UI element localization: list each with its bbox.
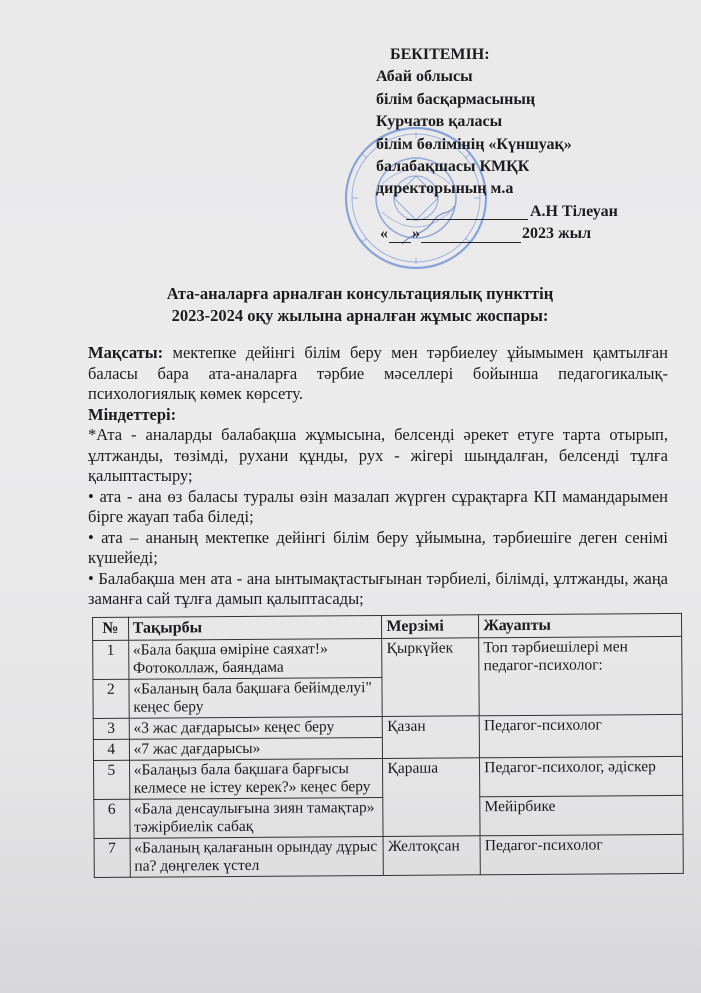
tasks-label: Міндеттері:: [88, 404, 177, 424]
approval-line: Абай облысы: [376, 68, 473, 86]
row-number: 1: [93, 640, 129, 679]
table-row: [93, 636, 682, 679]
goal-text: мектепке дейінгі білім беру мен тәрбиелеу ұйымымен қамтылған баласы бара ата-аналарға тәрбие мәселлері бойынша педагогикалық-психологиялық көмек көрсету.: [88, 343, 668, 403]
task-item: *Ата - аналарды балабақша жұмысына, белсенді әрекет етуге тарта отырып, ұлтжанды, төзімді, рухани құнды, рух - жігері шыңдалған, белсенді тұлға қалыптастыру;: [88, 425, 668, 485]
row-period: Қазан: [383, 716, 480, 759]
date-month-blank: [421, 230, 521, 243]
date-row: [380, 223, 676, 245]
date-mid-quote: »: [412, 225, 420, 243]
signature-row: [376, 201, 676, 223]
date-year: 2023 жыл: [522, 225, 592, 243]
row-number: 6: [94, 799, 130, 838]
title-line-1: Ата-аналарға арналған консультациялық пункттің: [166, 284, 554, 303]
row-responsible: Педагог-психолог: [480, 834, 683, 874]
document-body: [88, 343, 668, 610]
approval-line: балабақшасы КМҚК: [376, 158, 530, 176]
task-item: • ата – ананың мектепке дейінгі білім беру ұйымына, тәрбиешіге деген сенімі күшейеді;: [88, 527, 668, 567]
table-row: [94, 756, 683, 799]
table-row: [94, 834, 683, 877]
row-number: 2: [93, 679, 129, 718]
row-period: Желтоқсан: [383, 836, 480, 876]
row-period: Қыркүйек: [382, 638, 479, 717]
signatory-name: А.Н Тілеуан: [530, 202, 618, 220]
date-day-blank: [389, 230, 411, 243]
header-period: Мерзімі: [382, 615, 479, 639]
row-number: 3: [93, 718, 129, 739]
document-title: [60, 283, 660, 327]
header-responsible: Жауапты: [479, 613, 682, 637]
approval-line: білім басқармасының: [376, 90, 536, 108]
approval-line: Курчатов қаласы: [376, 113, 503, 131]
goal-paragraph: [88, 343, 668, 405]
row-responsible: Мейірбике: [480, 795, 683, 835]
row-topic: «3 жас дағдарысы» кеңес беру: [129, 716, 383, 739]
row-topic: «Бала денсаулығына зиян тамақтар» тәжірбиелік сабақ: [129, 797, 383, 838]
work-plan-table: [92, 613, 684, 878]
row-topic: «Балаңыз бала бақшаға барғысы келмесе не істеу керек?» кеңес беру: [129, 758, 383, 799]
row-responsible: Педагог-психолог: [479, 714, 682, 757]
table-row: [93, 714, 682, 739]
row-responsible: Педагог-психолог, әдіскер: [480, 756, 683, 796]
row-topic: «Бала бақша өміріне саяхат!» Фотоколлаж, баяндама: [128, 638, 382, 679]
header-topic: Тақырбы: [128, 615, 382, 640]
task-item: • ата - ана өз баласы туралы өзін мазалап жүрген сұрақтарға КП мамандарымен бірге жауап таба біледі;: [88, 486, 668, 526]
row-responsible: Топ тәрбиешілері мен педагог-психолог:: [479, 636, 682, 715]
title-line-2: 2023-2024 оқу жылына арналған жұмыс жоспары:: [171, 306, 549, 325]
row-period: Қараша: [383, 758, 480, 837]
approval-block: [376, 44, 676, 246]
approval-line: директорының м.а: [376, 180, 514, 198]
row-number: 7: [94, 838, 130, 877]
approval-line: білім бөлімінің «Күншуақ»: [376, 135, 572, 153]
row-topic: «Баланың қалағанын орындау дұрыс па? дөңгелек үстел: [130, 836, 384, 877]
signature-line: [406, 205, 528, 220]
row-number: 4: [93, 739, 129, 760]
row-number: 5: [94, 760, 130, 799]
approval-title: БЕКІТЕМІН:: [390, 46, 490, 63]
header-number: №: [93, 617, 129, 640]
task-item: • Балабақша мен ата - ана ынтымақтастығынан тәрбиелі, білімді, ұлтжанды, жаңа заманға сай тұлға дамып қалыптасады;: [88, 568, 668, 608]
goal-label: Мақсаты:: [88, 343, 164, 362]
date-open-quote: «: [380, 225, 388, 243]
row-topic: «7 жас дағдарысы»: [129, 737, 383, 760]
row-topic: «Баланың бала бақшаға бейімделуі" кеңес беру: [129, 677, 383, 718]
